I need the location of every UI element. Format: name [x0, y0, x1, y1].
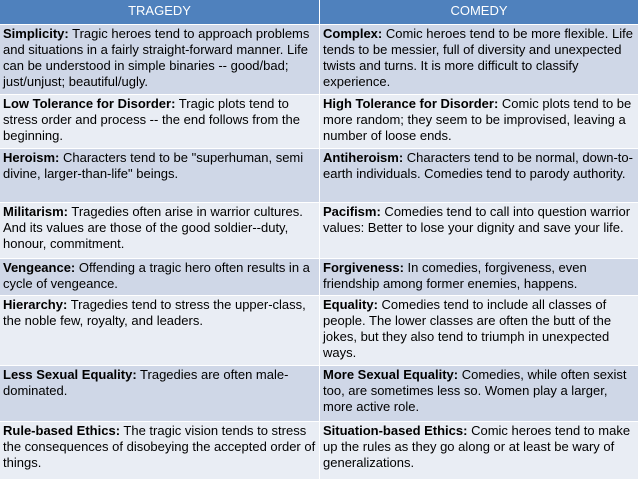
table-row [0, 149, 638, 203]
tragedy-cell [0, 366, 320, 421]
comedy-cell [320, 296, 638, 365]
table-row [0, 95, 638, 149]
comedy-term: More Sexual Equality: [323, 367, 459, 382]
comedy-cell [320, 422, 638, 479]
tragedy-text: Tragic plots tend to stress order and process -- the end follows from the beginning. [3, 96, 300, 143]
tragedy-term: Militarism: [3, 204, 69, 219]
comedy-text: Comic heroes tend to be more flexible. Life tends to be messier, full of diversity and unexpected twists and turns. It is more difficult to classify experience. [323, 26, 633, 89]
tragedy-term: Heroism: [3, 150, 60, 165]
tragedy-cell [0, 25, 320, 94]
table-row [0, 296, 638, 366]
comedy-text: Characters tend to be normal, down-to-earth individuals. Comedies tend to parody authority. [323, 150, 633, 181]
tragedy-text: Tragedies are often male-dominated. [3, 367, 289, 398]
tragedy-text: Tragedies tend to stress the upper-class, the noble few, royalty, and leaders. [3, 297, 306, 328]
tragedy-text: Characters tend to be "superhuman, semi divine, larger-than-life" beings. [3, 150, 304, 181]
tragedy-text: The tragic vision tends to stress the consequences of disobeying the accepted order of things. [3, 423, 316, 470]
table-header-row [0, 0, 638, 25]
table-row [0, 203, 638, 259]
table-row [0, 366, 638, 422]
comedy-cell [320, 25, 638, 94]
comedy-text: Comic plots tend to be more random; they seem to be improvised, leaving a number of loose ends. [323, 96, 632, 143]
tragedy-term: Rule-based Ethics: [3, 423, 121, 438]
comedy-term: Complex: [323, 26, 383, 41]
comedy-term: Situation-based Ethics: [323, 423, 468, 438]
comedy-text: Comic heroes tend to make up the rules as they go along or at least be wary of generalizations. [323, 423, 631, 470]
tragedy-text: Tragic heroes tend to approach problems and situations in a fairly straight-forward manner. Life can be understood in simple binaries -- good/bad; just/unjust; beautiful/ugly. [3, 26, 310, 89]
tragedy-cell [0, 203, 320, 258]
header-tragedy: TRAGEDY [0, 0, 320, 24]
comedy-cell [320, 259, 638, 295]
header-comedy: COMEDY [450, 3, 508, 18]
tragedy-term: Simplicity: [3, 26, 69, 41]
tragedy-cell [0, 95, 320, 148]
comedy-term: Forgiveness: [323, 260, 404, 275]
comedy-cell [320, 366, 638, 421]
tragedy-cell [0, 422, 320, 479]
tragedy-term: Vengeance: [3, 260, 76, 275]
comedy-text: Comedies tend to call into question warrior values: Better to lose your dignity and save your life. [323, 204, 631, 235]
comedy-term: High Tolerance for Disorder: [323, 96, 499, 111]
tragedy-term: Hierarchy: [3, 297, 68, 312]
tragedy-term: Less Sexual Equality: [3, 367, 137, 382]
table-row [0, 422, 638, 479]
tragedy-cell [0, 149, 320, 202]
tragedy-text: Offending a tragic hero often results in a cycle of vengeance. [3, 260, 310, 291]
tragedy-text: Tragedies often arise in warrior cultures. And its values are those of the good soldier--duty, honour, commitment. [3, 204, 303, 251]
tragedy-cell [0, 259, 320, 295]
tragedy-cell [0, 296, 320, 365]
tragedy-term: Low Tolerance for Disorder: [3, 96, 176, 111]
table-row [0, 25, 638, 95]
comedy-text: Comedies tend to include all classes of people. The lower classes are often the butt of the jokes, but they also tend to triumph in unexpected ways. [323, 297, 612, 360]
comedy-term: Pacifism: [323, 204, 381, 219]
comedy-term: Equality: [323, 297, 378, 312]
comedy-text: In comedies, forgiveness, even friendship among former enemies, happens. [323, 260, 587, 291]
comedy-term: Antiheroism: [323, 150, 404, 165]
comedy-cell [320, 95, 638, 148]
comedy-cell [320, 203, 638, 258]
table-row [0, 259, 638, 296]
comedy-text: Comedies, while often sexist too, are sometimes less so. Women play a larger, more active role. [323, 367, 627, 414]
comedy-cell [320, 149, 638, 202]
